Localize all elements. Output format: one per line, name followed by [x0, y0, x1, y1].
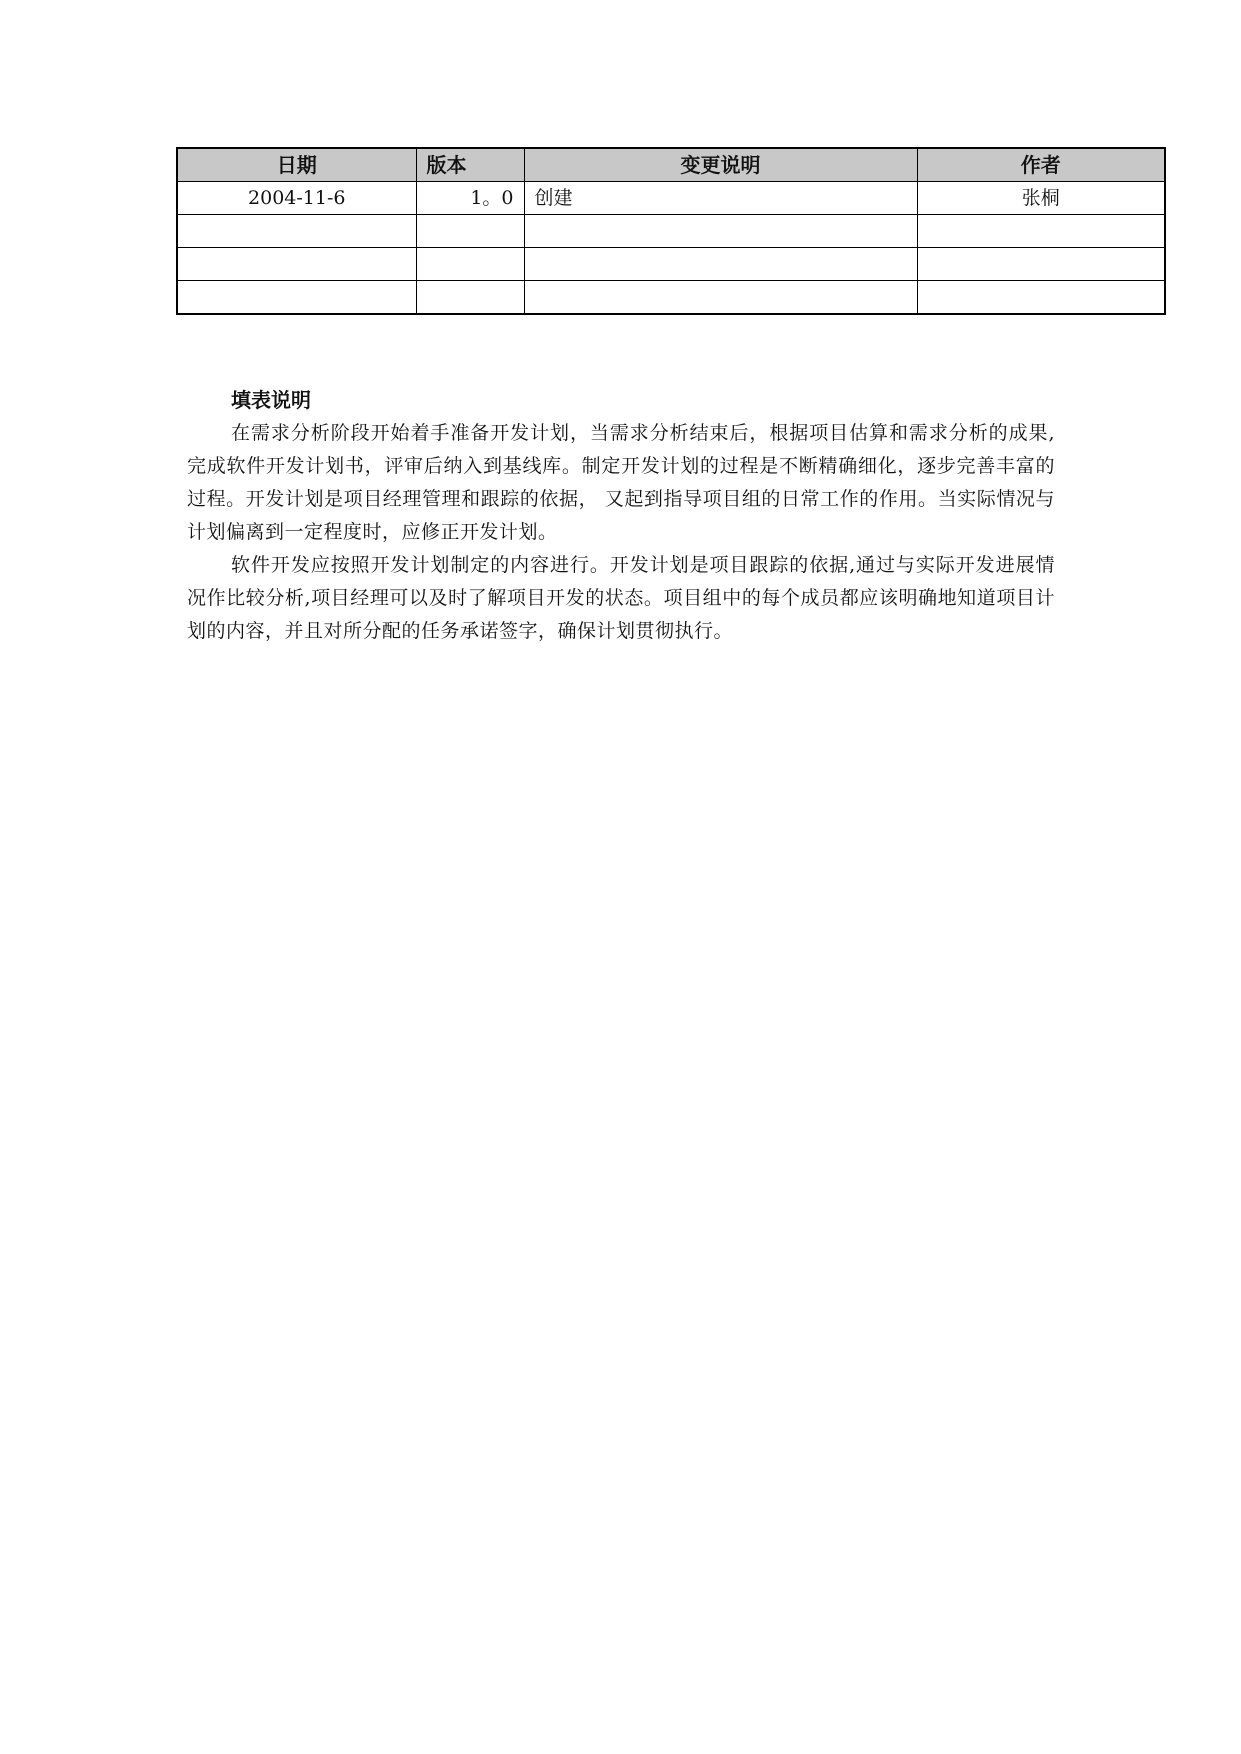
table-header-row — [177, 148, 1165, 182]
fill-instructions-section — [187, 384, 1055, 648]
cell-author — [917, 248, 1165, 281]
table-row — [177, 182, 1165, 215]
cell-date — [177, 248, 416, 281]
paragraph: 软件开发应按照开发计划制定的内容进行。开发计划是项目跟踪的依据,通过与实际开发进展情况作比较分析,项目经理可以及时了解项目开发的状态。项目组中的每个成员都应该明确地知道项目计划的内容，并且对所分配的任务承诺签字，确保计划贯彻执行。 — [187, 554, 1055, 642]
cell-version — [416, 248, 524, 281]
cell-description — [524, 281, 917, 315]
header-version: 版本 — [416, 148, 524, 182]
header-author: 作者 — [917, 148, 1165, 182]
cell-author — [917, 281, 1165, 315]
cell-version — [416, 281, 524, 315]
header-description: 变更说明 — [524, 148, 917, 182]
cell-author: 张桐 — [917, 182, 1165, 215]
cell-date: 2004-11-6 — [177, 182, 416, 215]
table-row — [177, 248, 1165, 281]
header-date: 日期 — [177, 148, 416, 182]
table-row — [177, 281, 1165, 315]
cell-version — [416, 215, 524, 248]
cell-description: 创建 — [524, 182, 917, 215]
cell-version: 1。0 — [416, 182, 524, 215]
cell-date — [177, 281, 416, 315]
revision-history-table — [176, 147, 1166, 315]
table-row — [177, 215, 1165, 248]
cell-author — [917, 215, 1165, 248]
cell-description — [524, 248, 917, 281]
section-title: 填表说明 — [231, 388, 311, 412]
cell-date — [177, 215, 416, 248]
cell-description — [524, 215, 917, 248]
paragraph: 在需求分析阶段开始着手准备开发计划，当需求分析结束后，根据项目估算和需求分析的成果,完成软件开发计划书，评审后纳入到基线库。制定开发计划的过程是不断精确细化，逐步完善丰富的过程。开发计划是项目经理管理和跟踪的依据， 又起到指导项目组的日常工作的作用。当实际情况与计划偏离到一定程度时，应修正开发计划。 — [187, 422, 1055, 543]
